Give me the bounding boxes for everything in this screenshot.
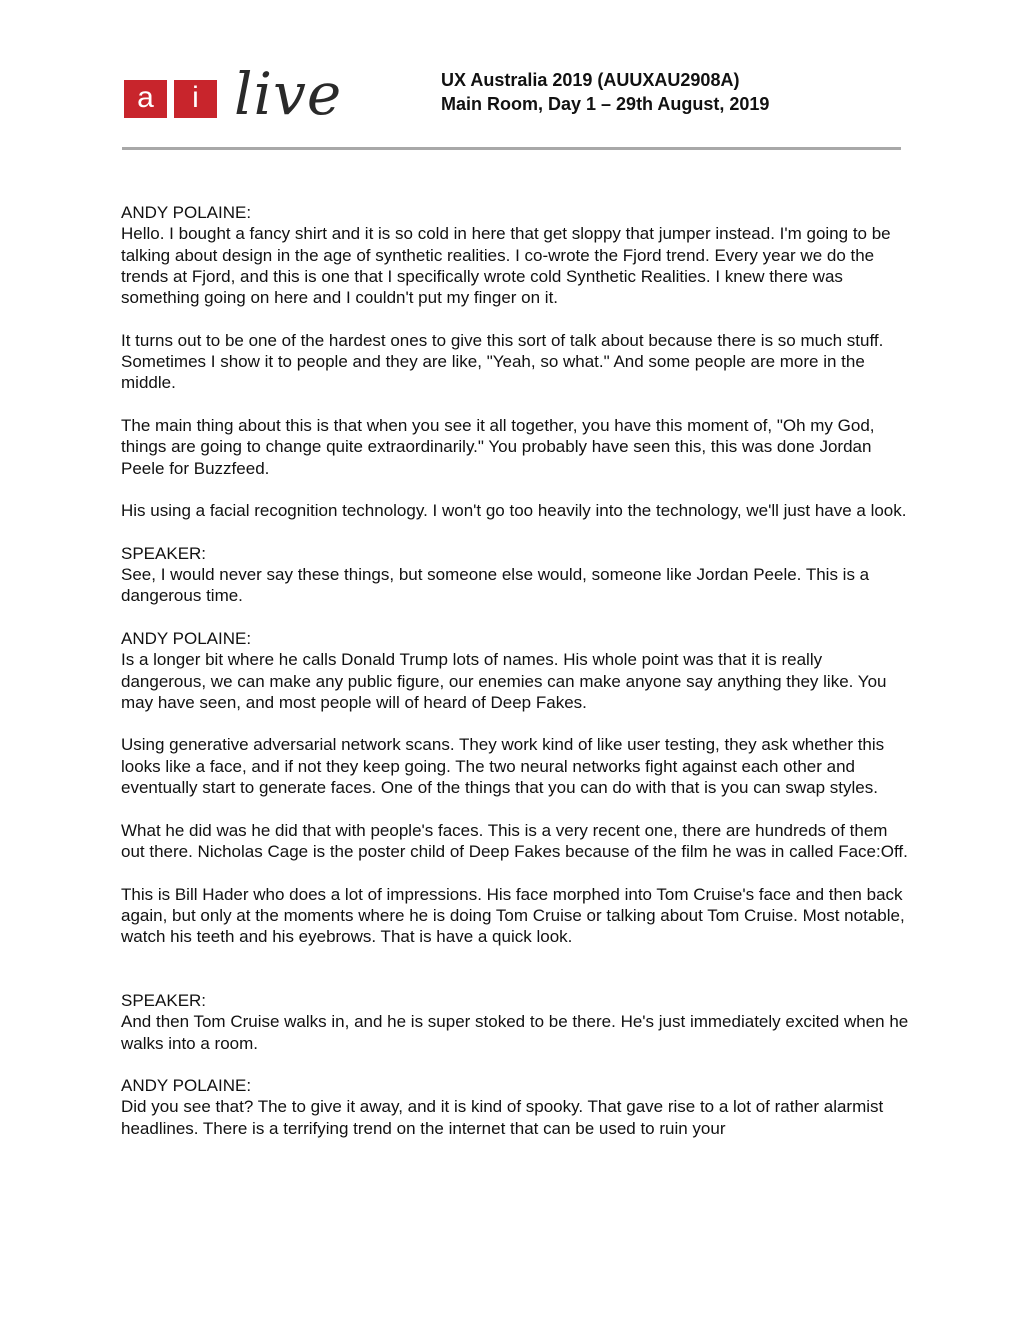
- speaker-label: ANDY POLAINE:: [121, 628, 252, 648]
- header-divider: [122, 147, 901, 150]
- transcript-block: [121, 1075, 911, 1139]
- transcript-block: [121, 543, 911, 607]
- transcript-paragraph: This is Bill Hader who does a lot of impressions. His face morphed into Tom Cruise's face and then back again, but only at the moments where he is doing Tom Cruise or talking about Tom Cruise. Most notable, watch his teeth and his eyebrows. That is have a quick look.: [121, 884, 905, 947]
- transcript-paragraph: Is a longer bit where he calls Donald Trump lots of names. His whole point was that it is really dangerous, we can make any public figure, our enemies can make anyone say anything they like. You may have seen, and most people will of heard of Deep Fakes.: [121, 650, 887, 712]
- transcript-paragraph: And then Tom Cruise walks in, and he is super stoked to be there. He's just immediately excited when he walks into a room.: [121, 1012, 909, 1053]
- transcript-paragraph: His using a facial recognition technology. I won't go too heavily into the technology, we'll just have a look.: [121, 501, 907, 521]
- speaker-label: SPEAKER:: [121, 990, 207, 1010]
- document-header: [441, 68, 921, 116]
- transcript-paragraph: It turns out to be one of the hardest ones to give this sort of talk about because there is so much stuff. Sometimes I show it to people and they are like, "Yeah, so what." And some people are more in the middle.: [121, 330, 884, 393]
- speaker-label: SPEAKER:: [121, 543, 207, 563]
- transcript-paragraph: Using generative adversarial network scans. They work kind of like user testing, they ask whether this looks like a face, and if not they keep going. The two neural networks fight against each other and eventually start to generate faces. One of the things that you can do with that is you can swap styles.: [121, 735, 885, 798]
- transcript-block: [121, 500, 911, 521]
- transcript-block: [121, 415, 911, 479]
- transcript-paragraph: What he did was he did that with people's faces. This is a very recent one, there are hundreds of them out there. Nicholas Cage is the poster child of Deep Fakes because of the film he was in called Face:Off.: [121, 820, 908, 861]
- transcript-paragraph: See, I would never say these things, but someone else would, someone like Jordan Peele. This is a dangerous time.: [121, 565, 870, 606]
- speaker-label: ANDY POLAINE:: [121, 1076, 252, 1096]
- transcript-block: [121, 820, 911, 863]
- header-session-title: Main Room, Day 1 – 29th August, 2019: [441, 94, 770, 114]
- transcript-paragraph: Did you see that? The to give it away, and it is kind of spooky. That gave rise to a lot of rather alarmist headlines. There is a terrifying trend on the internet that can be used to ruin your: [121, 1097, 884, 1138]
- transcript-body: [121, 202, 911, 1160]
- transcript-paragraph: The main thing about this is that when you see it all together, you have this moment of, "Oh my God, things are going to change quite extraordinarily." You probably have seen this, this was done Jordan Peele for Buzzfeed.: [121, 415, 875, 478]
- header-event-title: UX Australia 2019 (AUUXAU2908A): [441, 70, 740, 90]
- transcript-block: [121, 202, 911, 308]
- logo-word-live: live: [234, 60, 343, 128]
- transcript-block: [121, 330, 911, 394]
- transcript-block: [121, 990, 911, 1054]
- ai-live-logo: [124, 60, 344, 130]
- speaker-label: ANDY POLAINE:: [121, 203, 252, 222]
- transcript-block: [121, 628, 911, 713]
- transcript-block: [121, 884, 911, 948]
- transcript-paragraph: Hello. I bought a fancy shirt and it is so cold in here that get sloppy that jumper instead. I'm going to be talking about design in the age of synthetic realities. I co-wrote the Fjord trend. Every year we do the trends at Fjord, and this is one that I specifically wrote cold Synthetic Realities. I knew there was something going on here and I couldn't put my finger on it.: [121, 224, 891, 308]
- transcript-block: [121, 734, 911, 798]
- logo-letter-i: i: [174, 80, 217, 118]
- logo-letter-a: a: [124, 80, 167, 118]
